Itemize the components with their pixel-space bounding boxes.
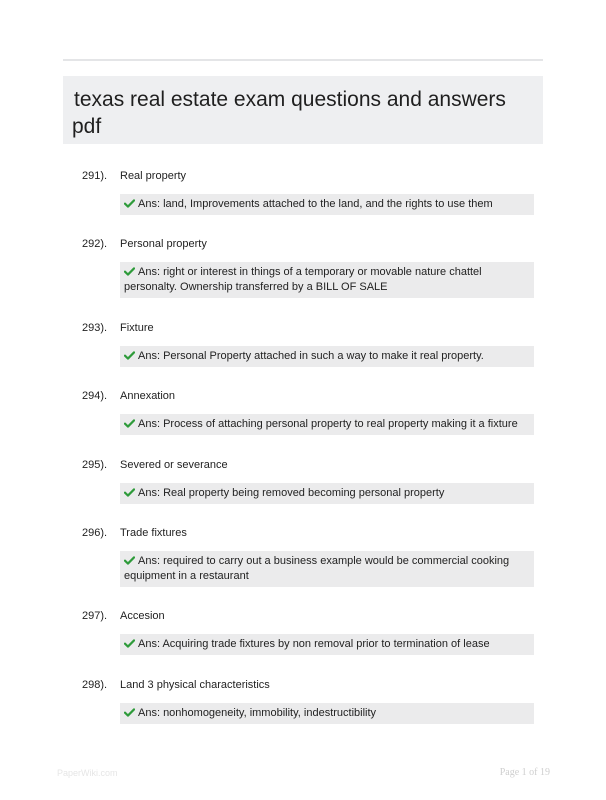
answer-box xyxy=(120,634,534,655)
answer-text: Ans: nonhomogeneity, immobility, indestructibility xyxy=(138,707,377,719)
answer-text: Ans: required to carry out a business example would be commercial cooking equipment in a restaurant xyxy=(124,555,510,582)
answer-box xyxy=(120,703,534,724)
question-number: 293). xyxy=(82,322,108,334)
question-number: 291). xyxy=(82,170,108,182)
question-text: Accesion xyxy=(120,610,165,622)
question-text: Trade fixtures xyxy=(120,527,187,539)
question-text: Real property xyxy=(120,170,187,182)
answer-text: Ans: Personal Property attached in such a way to make it real property. xyxy=(138,350,484,362)
footer-watermark: PaperWiki.com xyxy=(57,768,118,778)
check-icon xyxy=(124,419,135,428)
question-number: 297). xyxy=(82,610,108,622)
question-number: 298). xyxy=(82,679,108,691)
page-indicator: Page 1 of 19 xyxy=(499,767,550,778)
answer-box xyxy=(120,262,534,298)
answer-box xyxy=(120,346,534,367)
answer-text: Ans: land, Improvements attached to the land, and the rights to use them xyxy=(138,198,493,210)
question-text: Annexation xyxy=(120,390,176,402)
question-number: 296). xyxy=(82,527,108,539)
answer-text: Ans: Process of attaching personal property to real property making it a fixture xyxy=(138,418,518,430)
check-icon xyxy=(124,267,135,276)
check-icon xyxy=(124,556,135,565)
question-number: 295). xyxy=(82,459,108,471)
document-title: texas real estate exam questions and answers pdf xyxy=(72,88,506,138)
check-icon xyxy=(124,708,135,717)
check-icon xyxy=(124,351,135,360)
question-text: Severed or severance xyxy=(120,459,228,471)
check-icon xyxy=(124,488,135,497)
check-icon xyxy=(124,199,135,208)
answer-box xyxy=(120,483,534,504)
answer-box xyxy=(120,551,534,587)
answer-text: Ans: right or interest in things of a temporary or movable nature chattel personalty. Ownership transferred by a BILL OF SALE xyxy=(124,266,482,293)
question-number: 294). xyxy=(82,390,108,402)
answer-box xyxy=(120,194,534,215)
check-icon xyxy=(124,639,135,648)
question-text: Fixture xyxy=(120,322,154,334)
answer-text: Ans: Acquiring trade fixtures by non removal prior to termination of lease xyxy=(138,638,490,650)
question-text: Personal property xyxy=(120,238,207,250)
answer-box xyxy=(120,414,534,435)
question-number: 292). xyxy=(82,238,108,250)
answer-text: Ans: Real property being removed becoming personal property xyxy=(138,487,445,499)
question-text: Land 3 physical characteristics xyxy=(120,679,270,691)
